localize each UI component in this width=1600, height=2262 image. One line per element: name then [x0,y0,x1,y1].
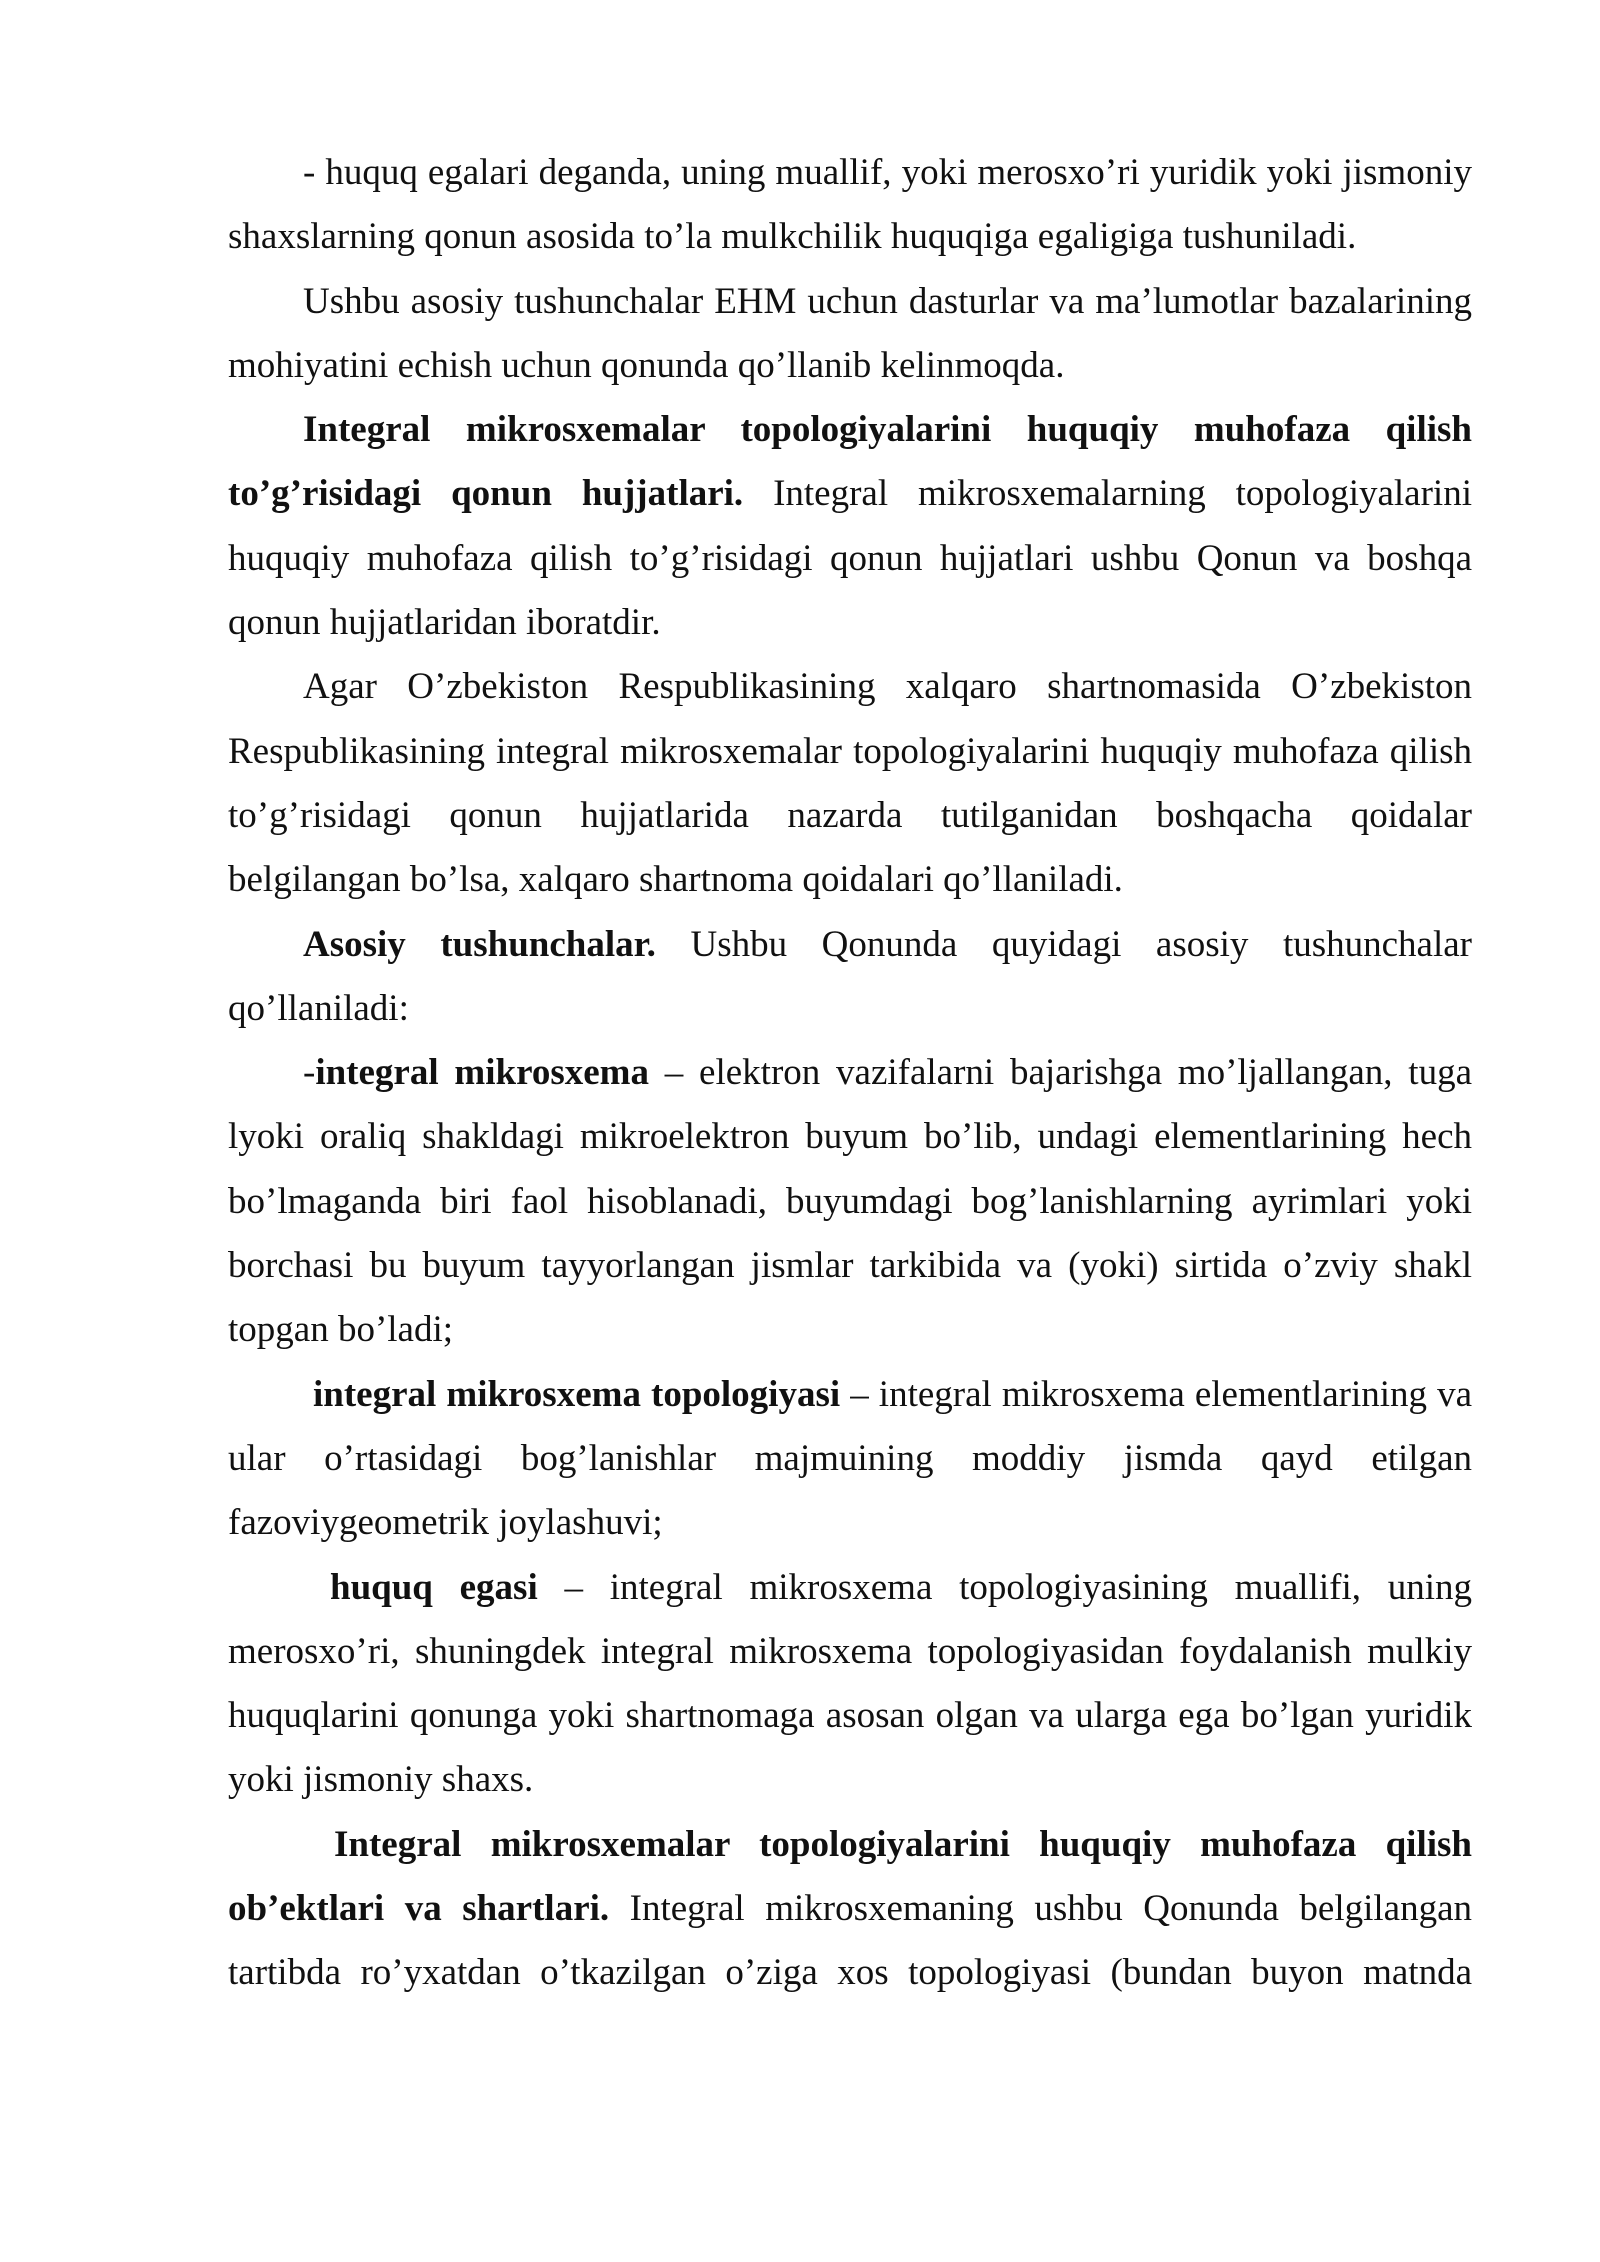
definition-term: integral mikrosxema topologiyasi [313,1373,841,1415]
paragraph-heading: Asosiy tushunchalar. [303,923,656,965]
paragraph-heading: Integral mikrosxemalar topologiyalarini huquqiy muhofaza qilish ob’ektlari va shartlari. [228,1823,1472,1930]
definition-text: – integral mikrosxema topologiyasining muallifi, uning merosxo’ri, shuningdek integral mikrosxema topologiyasidan foydalanish mulkiy huquqlarini qonunga yoki shartnomaga asosan olgan va ularga ega bo’lgan yuridik yoki jismoniy shaxs. [228,1566,1472,1801]
paragraph-basic-concepts-usage [228,270,1472,399]
paragraph-heading: Integral mikrosxemalar topologiyalarini huquqiy muhofaza qilish to’g’risidagi qonun hujjatlari. [228,409,1472,515]
paragraph-text: Integral mikrosxemaning ushbu Qonunda belgilangan tartibda ro’yxatdan o’tkazilgan o’ziga xos topologiyasi (bundan buyon matnda [228,1888,1473,1994]
definition-topology [228,1363,1472,1556]
document-body [228,141,1472,2006]
paragraph-text: Ushbu asosiy tushunchalar EHM uchun dasturlar va ma’lumotlar bazalarining mohiyatini echish uchun qonunda qo’llanib kelinmoqda. [228,280,1472,386]
paragraph-protection-objects [228,1813,1472,2006]
definition-text: – elektron vazifalarni bajarishga mo’ljallangan, tuga lyoki oraliq shakldagi mikroelektron buyum bo’lib, undagi elementlarining hech bo’lmaganda biri faol hisoblanadi, buyumdagi bog’lanishlarning ayrimlari yoki borchasi bu buyum tayyorlangan jismlar tarkibida va (yoki) sirtida o’zviy shakl topgan bo’ladi; [228,1052,1472,1351]
paragraph-text: Integral mikrosxemalarning topologiyalarini huquqiy muhofaza qilish to’g’risidagi qonun hujjatlari ushbu Qonun va boshqa qonun hujjatlaridan iboratdir. [228,473,1472,644]
paragraph-international-treaty [228,655,1472,912]
paragraph-text: Agar O’zbekiston Respublikasining xalqaro shartnomasida O’zbekiston Respublikasining integral mikrosxemalar topologiyalarini huquqiy muhofaza qilish to’g’risidagi qonun hujjatlarida nazarda tutilganidan boshqacha qoidalar belgilangan bo’lsa, xalqaro shartnoma qoidalari qo’llaniladi. [228,666,1472,901]
paragraph-legislation [228,398,1472,655]
paragraph-text: - huquq egalari deganda, uning muallif, yoki merosxo’ri yuridik yoki jismoniy shaxslarning qonun asosida to’la mulkchilik huquqiga egaligiga tushuniladi. [228,152,1472,258]
definition-integrated-circuit [228,1041,1472,1362]
definition-prefix: - [303,1052,316,1094]
definition-rights-holder [228,1556,1472,1813]
paragraph-text: Ushbu Qonunda quyidagi asosiy tushunchalar qo’llaniladi: [228,923,1472,1029]
definition-text: – integral mikrosxema elementlarining va ular o’rtasidagi bog’lanishlar majmuining moddiy jismda qayd etilgan fazoviygeometrik joylashuvi; [228,1373,1473,1544]
paragraph-owners-definition [228,141,1472,270]
paragraph-basic-concepts [228,913,1472,1042]
definition-term: huquq egasi [330,1566,538,1608]
definition-term: integral mikrosxema [315,1052,649,1094]
